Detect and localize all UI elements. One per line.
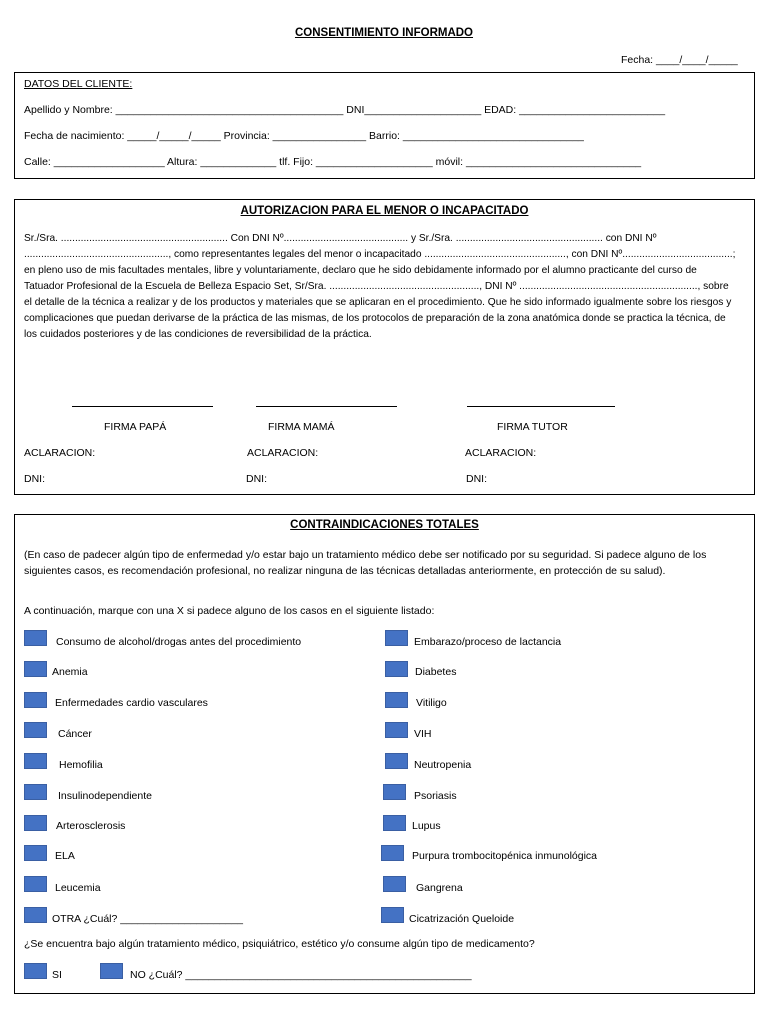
checkbox-si[interactable] bbox=[24, 963, 47, 979]
label-ela: ELA bbox=[55, 850, 75, 862]
checkbox-queloide[interactable] bbox=[381, 907, 404, 923]
checkbox-ela[interactable] bbox=[24, 845, 47, 861]
authorization-title: AUTORIZACION PARA EL MENOR O INCAPACITADO bbox=[240, 205, 529, 217]
checkbox-insulino[interactable] bbox=[24, 784, 47, 800]
checkbox-anemia[interactable] bbox=[24, 661, 47, 677]
signature-line-tutor[interactable] bbox=[467, 406, 615, 407]
label-hemofilia: Hemofilia bbox=[59, 759, 103, 771]
signature-line-father[interactable] bbox=[72, 406, 213, 407]
birth-province-line[interactable]: Fecha de nacimiento: _____/_____/_____ Provincia: ________________ Barrio: _______________________________ bbox=[24, 130, 584, 142]
label-purpura: Purpura trombocitopénica inmunológica bbox=[412, 850, 598, 862]
checkbox-purpura[interactable] bbox=[381, 845, 404, 861]
authorization-text: Sr./Sra. ........................................................... Con DNI Nº............................................ y Sr./Sra. .................................................... con DNI Nº ..................................................., como representantes legales del menor o incapacitado .................................................., con DNI Nº.......................................; en pleno uso de mis facultades mentales, libre y voluntariamente, declaro que he sido debidamente informado por el alumno practicante del curso de Tatuador Profesional de la Escuela de Belleza Espacio Set, Sr/Sra. ....................................................., DNI Nº ..............................................................., sobre el detalle de la técnica a realizar y de los productos y materiales que se aplicaran en el procedimiento. Que he sido informado igualmente sobre los riesgos y complicaciones que puedan derivarse de la práctica de las mismas, de los protocolos de preparación de la zona anatómica donde se practica la técnica, de los cuidados posteriores y de las condiciones de reversibilidad de la práctica. bbox=[24, 233, 736, 340]
checkbox-otra[interactable] bbox=[24, 907, 47, 923]
firma-papa-label: FIRMA PAPÁ bbox=[104, 421, 167, 433]
checkbox-lupus[interactable] bbox=[383, 815, 406, 831]
label-diabetes: Diabetes bbox=[415, 666, 457, 678]
client-heading: DATOS DEL CLIENTE: bbox=[24, 78, 133, 90]
label-leucemia: Leucemia bbox=[55, 882, 101, 894]
treatment-question: ¿Se encuentra bajo algún tratamiento médico, psiquiátrico, estético y/o consume algún tipo de medicamento? bbox=[24, 938, 535, 950]
label-neutropenia: Neutropenia bbox=[414, 759, 472, 771]
checkbox-arterosclerosis[interactable] bbox=[24, 815, 47, 831]
label-no-cual[interactable]: NO ¿Cuál? _________________________________________________ bbox=[130, 969, 472, 981]
contraindications-instruction: A continuación, marque con una X si padece alguno de los casos en el siguiente listado: bbox=[24, 605, 435, 617]
checkbox-vih[interactable] bbox=[385, 722, 408, 738]
dni-mama[interactable]: DNI: bbox=[246, 473, 267, 485]
label-vitiligo: Vitiligo bbox=[416, 697, 447, 709]
label-otra[interactable]: OTRA ¿Cuál? _____________________ bbox=[52, 913, 243, 925]
checkbox-hemofilia[interactable] bbox=[24, 753, 47, 769]
checkbox-cardio[interactable] bbox=[24, 692, 47, 708]
date-field[interactable]: Fecha: ____/____/_____ bbox=[621, 54, 738, 66]
label-gangrena: Gangrena bbox=[416, 882, 463, 894]
label-si: SI bbox=[52, 969, 62, 981]
checkbox-cancer[interactable] bbox=[24, 722, 47, 738]
label-embarazo: Embarazo/proceso de lactancia bbox=[414, 636, 562, 648]
label-cancer: Cáncer bbox=[58, 728, 92, 740]
label-vih: VIH bbox=[414, 728, 432, 740]
dni-papa[interactable]: DNI: bbox=[24, 473, 45, 485]
page-title: CONSENTIMIENTO INFORMADO bbox=[294, 27, 474, 39]
label-cardio: Enfermedades cardio vasculares bbox=[55, 697, 208, 709]
dni-tutor[interactable]: DNI: bbox=[466, 473, 487, 485]
aclaracion-tutor[interactable]: ACLARACION: bbox=[465, 447, 537, 459]
label-psoriasis: Psoriasis bbox=[414, 790, 457, 802]
label-lupus: Lupus bbox=[412, 820, 441, 832]
firma-mama-label: FIRMA MAMÁ bbox=[268, 421, 335, 433]
checkbox-neutropenia[interactable] bbox=[385, 753, 408, 769]
label-insulino: Insulinodependiente bbox=[58, 790, 152, 802]
checkbox-gangrena[interactable] bbox=[383, 876, 406, 892]
label-arterosclerosis: Arterosclerosis bbox=[56, 820, 126, 832]
checkbox-alcohol[interactable] bbox=[24, 630, 47, 646]
checkbox-diabetes[interactable] bbox=[385, 661, 408, 677]
contraindications-title: CONTRAINDICACIONES TOTALES bbox=[290, 519, 479, 531]
label-anemia: Anemia bbox=[52, 666, 88, 678]
name-dni-age-line[interactable]: Apellido y Nombre: _______________________________________ DNI____________________ EDAD: _________________________ bbox=[24, 104, 666, 116]
contraindications-intro: (En caso de padecer algún tipo de enfermedad y/o estar bajo un tratamiento médico debe ser notificado por su seguridad. Si padece alguno de los siguientes casos, es recomendación profesional, no realizar ninguna de las técnicas detalladas anteriormente, en protección de su salud). bbox=[24, 549, 707, 577]
address-phone-line[interactable]: Calle: ___________________ Altura: _____________ tlf. Fijo: ____________________ móvil: ______________________________ bbox=[24, 156, 642, 168]
label-alcohol: Consumo de alcohol/drogas antes del procedimiento bbox=[56, 636, 302, 648]
checkbox-psoriasis[interactable] bbox=[383, 784, 406, 800]
firma-tutor-label: FIRMA TUTOR bbox=[497, 421, 568, 433]
checkbox-no[interactable] bbox=[100, 963, 123, 979]
aclaracion-mama[interactable]: ACLARACION: bbox=[247, 447, 319, 459]
label-queloide: Cicatrización Queloide bbox=[409, 913, 515, 925]
checkbox-leucemia[interactable] bbox=[24, 876, 47, 892]
checkbox-vitiligo[interactable] bbox=[385, 692, 408, 708]
checkbox-embarazo[interactable] bbox=[385, 630, 408, 646]
aclaracion-papa[interactable]: ACLARACION: bbox=[24, 447, 96, 459]
signature-line-mother[interactable] bbox=[256, 406, 397, 407]
